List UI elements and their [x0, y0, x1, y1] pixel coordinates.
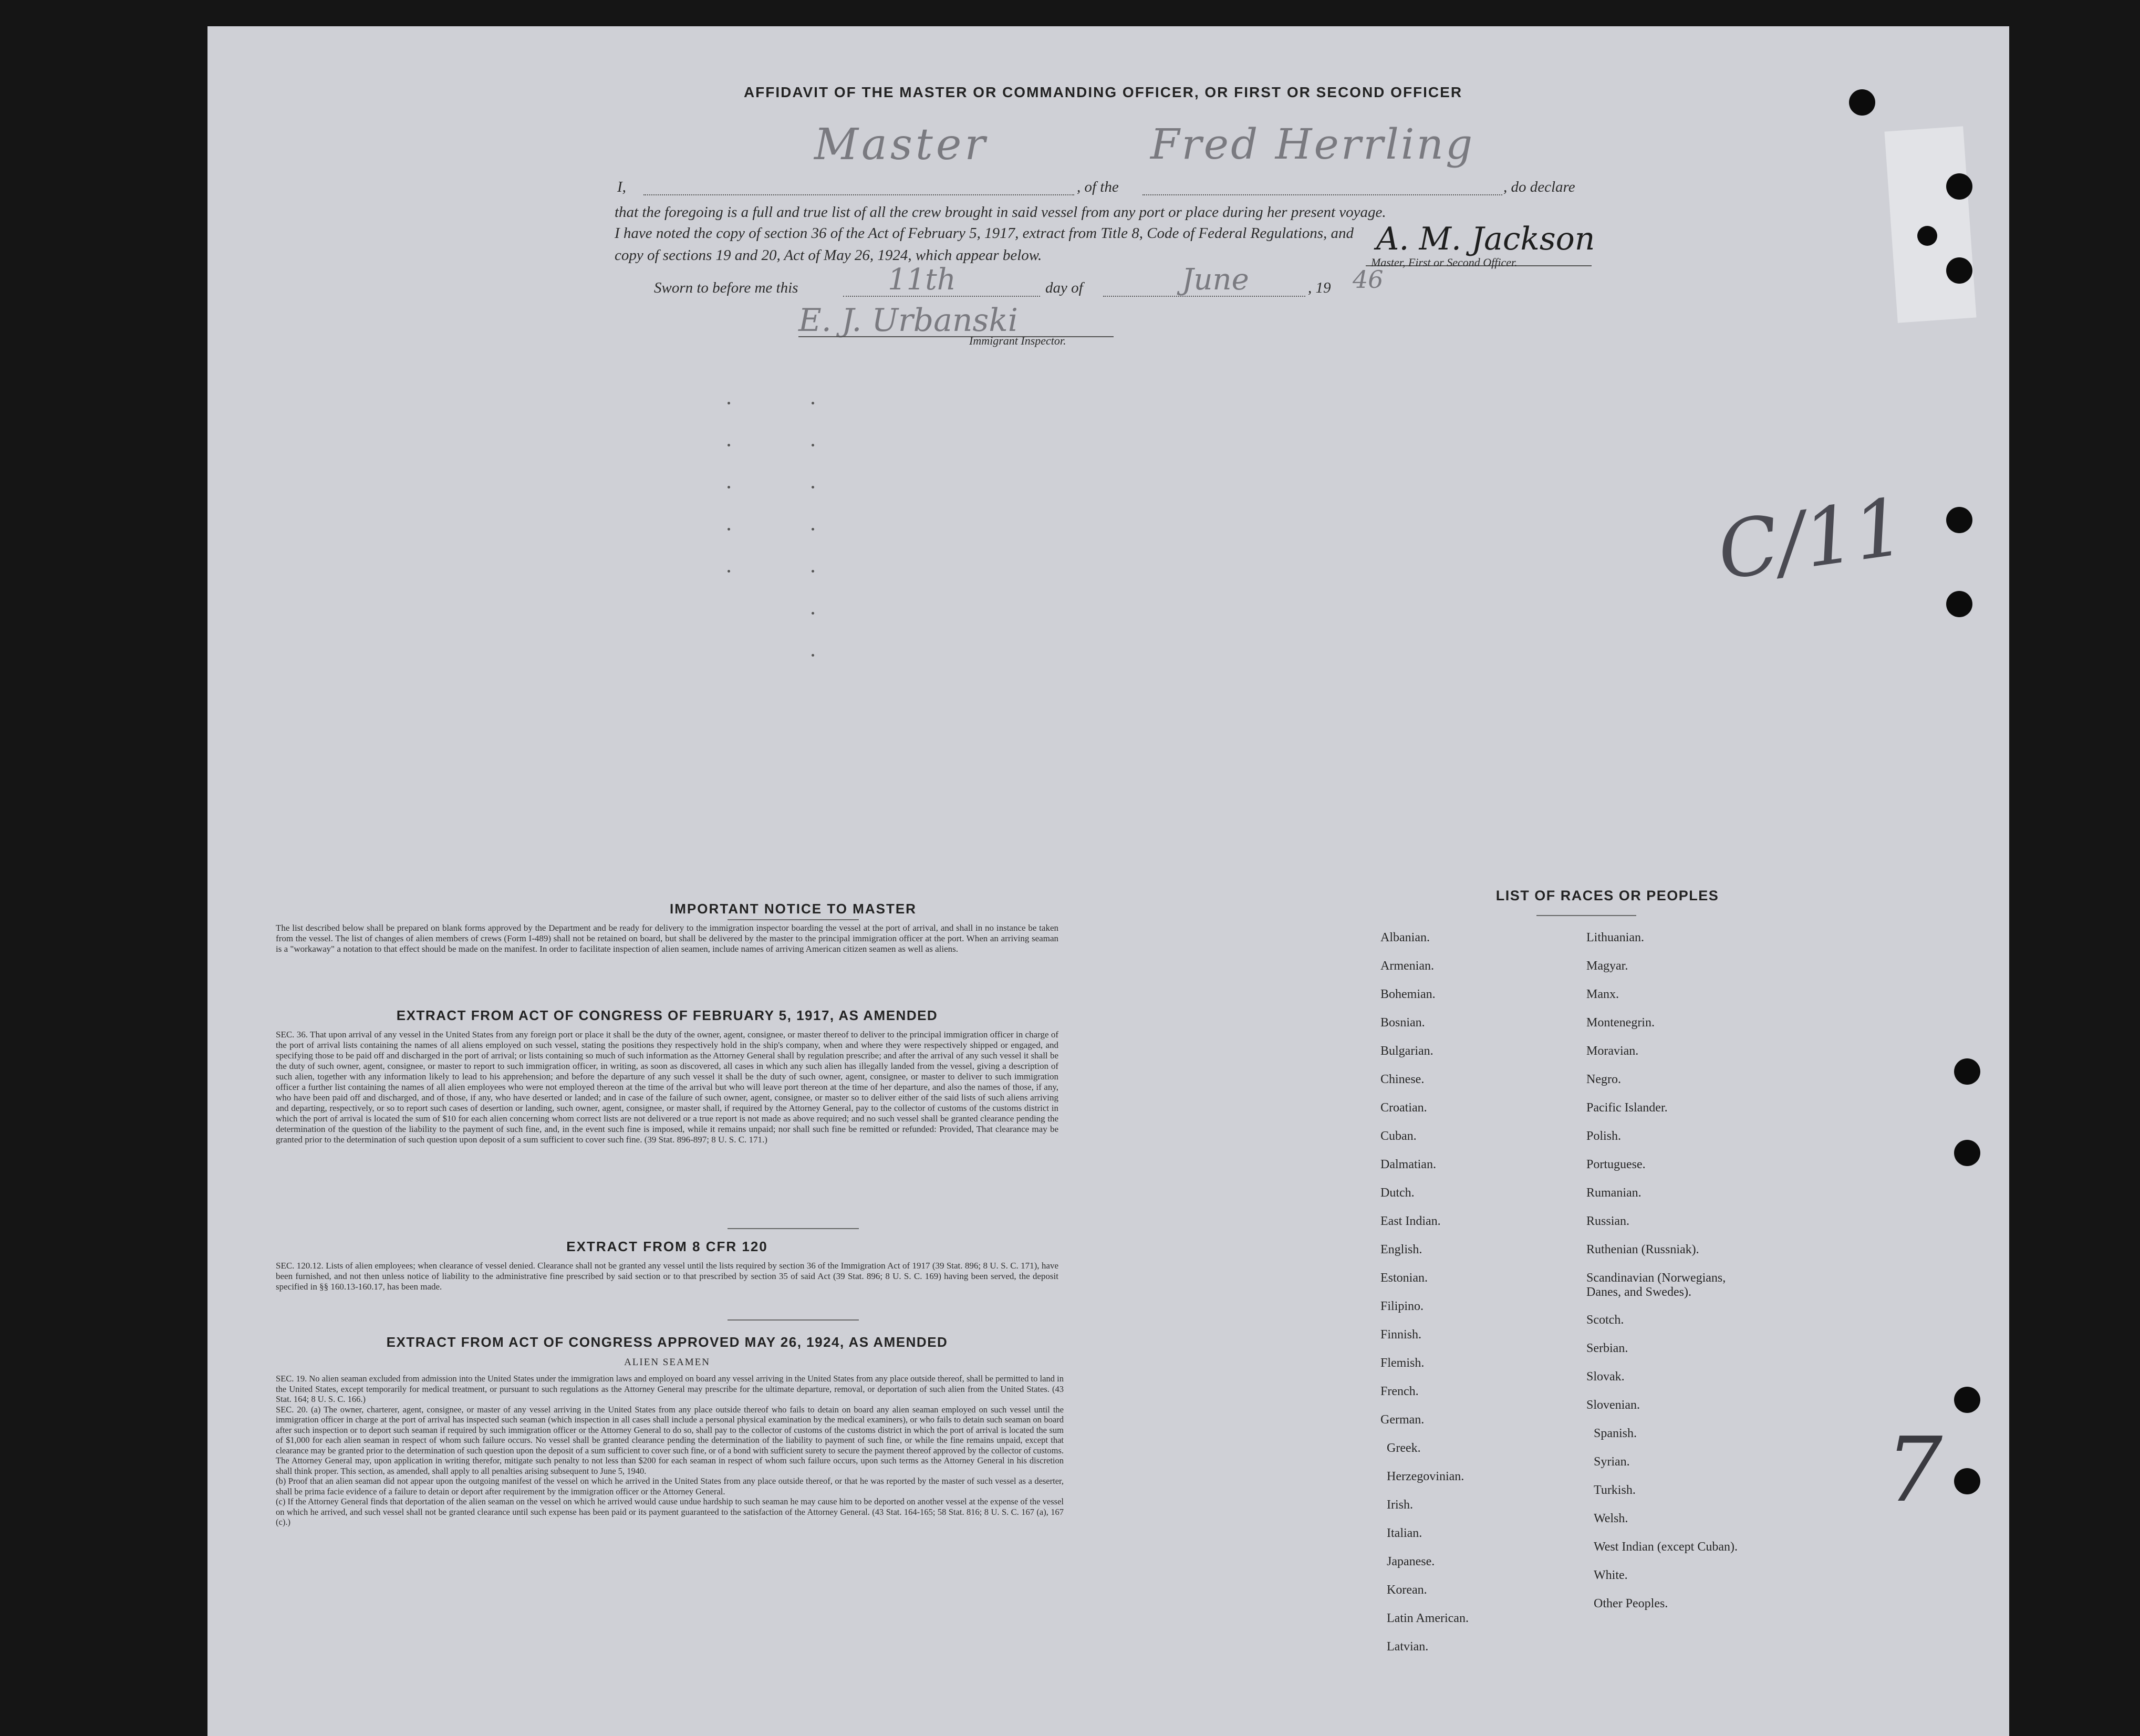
- race-item: Korean.: [1387, 1583, 1427, 1597]
- race-item: Welsh.: [1594, 1512, 1628, 1525]
- punch-hole: [1946, 591, 1972, 617]
- race-item: Albanian.: [1380, 931, 1430, 944]
- tape-patch: [1884, 126, 1976, 323]
- race-item: Cuban.: [1380, 1129, 1417, 1143]
- race-item: Syrian.: [1594, 1455, 1630, 1469]
- race-item: White.: [1594, 1568, 1628, 1582]
- affidavit-title: AFFIDAVIT OF THE MASTER OR COMMANDING OFFICER, OR FIRST OR SECOND OFFICER: [743, 84, 1463, 100]
- year-handwritten: 46: [1353, 265, 1384, 294]
- master-signature: A. M. Jackson: [1376, 221, 1595, 257]
- year-prefix: , 19: [1308, 279, 1331, 296]
- rank-handwritten: Master: [814, 120, 989, 170]
- races-title: LIST OF RACES OR PEOPLES: [1495, 888, 1719, 903]
- race-item: Armenian.: [1380, 959, 1434, 973]
- affidavit-body-line-2: I have noted the copy of section 36 of the Act of February 5, 1917, extract from Title 8, Code of Federal Regulations, and: [615, 225, 1354, 242]
- race-item: Montenegrin.: [1586, 1016, 1655, 1030]
- race-item: Pacific Islander.: [1586, 1101, 1668, 1115]
- inspector-caption: Immigrant Inspector.: [969, 334, 1066, 347]
- race-item: Flemish.: [1380, 1356, 1425, 1370]
- punch-hole: [1946, 173, 1972, 200]
- race-item: Slovak.: [1586, 1370, 1625, 1384]
- extract-1917-title: EXTRACT FROM ACT OF CONGRESS OF FEBRUARY 5, 1917, AS AMENDED: [396, 1007, 938, 1023]
- race-item: Bulgarian.: [1380, 1044, 1433, 1058]
- column-tick: [812, 402, 814, 404]
- race-item: Bohemian.: [1380, 987, 1436, 1001]
- race-item: Filipino.: [1380, 1300, 1424, 1313]
- race-item: Manx.: [1586, 987, 1619, 1001]
- race-item: Greek.: [1387, 1441, 1421, 1455]
- race-item: Latin American.: [1387, 1612, 1469, 1625]
- column-tick: [728, 486, 730, 488]
- race-item: Chinese.: [1380, 1073, 1425, 1086]
- punch-hole: [1954, 1140, 1980, 1166]
- column-tick: [812, 570, 814, 573]
- column-tick: [728, 570, 730, 573]
- race-item: Turkish.: [1594, 1483, 1636, 1497]
- race-item: Latvian.: [1387, 1640, 1429, 1654]
- column-tick: [812, 486, 814, 488]
- punch-hole: [1954, 1058, 1980, 1085]
- rank-line: [643, 194, 1074, 195]
- punch-hole: [1954, 1387, 1980, 1413]
- punch-hole: [1954, 1468, 1980, 1494]
- of-the-label: , of the: [1077, 179, 1119, 195]
- extract-cfr-title: EXTRACT FROM 8 CFR 120: [566, 1239, 768, 1254]
- race-item: Negro.: [1586, 1073, 1621, 1086]
- race-item: Finnish.: [1380, 1328, 1422, 1342]
- notice-text: The list described below shall be prepared on blank forms approved by the Department and be ready for delivery to the immigration inspector boarding the vessel at the port of arrival, and shall in no instance be taken from the vessel. The list of changes of alien members of crews (Form I-489) shall not be retained on board, but shall be delivered by the master to the principal immigration officer at the port. When an arriving seaman is a "workaway" a notation to that effect should be made on the manifest. In order to facilitate inspection of alien seamen, include names of arriving American citizen seamen as well as aliens.: [276, 923, 1058, 954]
- race-item: East Indian.: [1380, 1214, 1441, 1228]
- do-declare-label: , do declare: [1503, 179, 1575, 195]
- race-item: Irish.: [1387, 1498, 1413, 1512]
- race-item: Moravian.: [1586, 1044, 1639, 1058]
- affidavit-body-line-3: copy of sections 19 and 20, Act of May 26, 1924, which appear below.: [615, 247, 1042, 264]
- race-item: Dalmatian.: [1380, 1158, 1436, 1171]
- punch-hole: [1849, 89, 1875, 116]
- day-handwritten: 11th: [888, 263, 956, 297]
- extract-1924-subtitle: ALIEN SEAMEN: [624, 1357, 710, 1368]
- race-item: Rumanian.: [1586, 1186, 1642, 1200]
- column-tick: [728, 402, 730, 404]
- column-tick: [728, 444, 730, 446]
- race-item: Dutch.: [1380, 1186, 1415, 1200]
- inspector-line: [798, 336, 1114, 337]
- race-item: Croatian.: [1380, 1101, 1427, 1115]
- race-item: Scotch.: [1586, 1313, 1624, 1327]
- extract-1917-text: SEC. 36. That upon arrival of any vessel in the United States from any foreign port or place it shall be the duty of the owner, agent, consignee, or master thereof to deliver to the principal immigration officer in charge of the port of arrival lists containing the names of all aliens employed on such vessel, stating the positions they respectively hold in the ship's company, when and where they were respectively shipped or engaged, and specifying those to be paid off and discharged in the port of arrival; or lists containing so much of such information as the Attorney General shall by regulation prescribe; and after the arrival of any such vessel it shall be the duty of such owner, agent, consignee, or master to report to such immigration officer, in writing, as soon as discovered, all cases in which any such alien has illegally landed from the vessel, giving a description of such alien, together with any information likely to lead to his apprehension; and before the departure of any such vessel it shall be the duty of such owner, agent, consignee, or master to deliver to such immigration officer a further list containing the names of all alien employees who were not employed thereon at the time of the arrival but who will leave port thereon at the time of her departure, and also the names of those, if any, who have been paid off and discharged, and of those, if any, who have deserted or landed; and in case of the failure of such owner, agent, consignee, or master so to deliver either of the said lists of such aliens arriving and departing, respectively, or so to report such cases of desertion or landing, such owner, agent, consignee, or master shall, if required by the Attorney General, pay to the collector of customs of the customs district in which the port of arrival is located the sum of $10 for each alien concerning whom correct lists are not delivered or a true report is not made as above required; and no such vessel shall be granted clearance pending the determination of the question of the liability to the payment of such fine, and, in the event such fine is imposed, while it remains unpaid; nor shall such fine be remitted or refunded: Provided, That clearance may be granted prior to the determination of such question upon deposit of a sum sufficient to cover such fine. (39 Stat. 896-897; 8 U. S. C. 171.): [276, 1030, 1058, 1145]
- alien-rule-top: [728, 1319, 859, 1321]
- cfr-rule-top: [728, 1228, 859, 1229]
- punch-hole: [1946, 257, 1972, 284]
- race-item: Herzegovinian.: [1387, 1470, 1464, 1483]
- race-item: Portuguese.: [1586, 1158, 1646, 1171]
- sworn-label: Sworn to before me this: [654, 279, 798, 296]
- race-item: English.: [1380, 1243, 1422, 1256]
- race-item: Russian.: [1586, 1214, 1630, 1228]
- month-handwritten: June: [1182, 263, 1249, 297]
- affidavit-i-label: I,: [617, 179, 626, 195]
- race-item: Slovenian.: [1586, 1398, 1640, 1412]
- race-item: French.: [1380, 1385, 1419, 1398]
- master-caption: Master, First or Second Officer.: [1371, 256, 1518, 269]
- race-item: Estonian.: [1380, 1271, 1428, 1285]
- race-item: Polish.: [1586, 1129, 1622, 1143]
- vessel-line: [1142, 194, 1502, 195]
- race-item: Lithuanian.: [1586, 931, 1644, 944]
- column-tick: [812, 444, 814, 446]
- day-of-label: day of: [1045, 279, 1083, 296]
- affidavit-body-line-1: that the foregoing is a full and true list of all the crew brought in said vessel from any port or place during her present voyage.: [615, 204, 1386, 221]
- race-item: German.: [1380, 1413, 1425, 1427]
- race-item: West Indian (except Cuban).: [1594, 1540, 1738, 1554]
- race-item: Italian.: [1387, 1526, 1422, 1540]
- extract-1924-text: SEC. 19. No alien seaman excluded from admission into the United States under the immigration laws and employed on board any vessel arriving in the United States from any place outside thereof, shall be permitted to land in the United States, except temporarily for medical treatment, or pursuant to such regulations as the Attorney General may prescribe for the ultimate departure, removal, or deportation of such alien from the United States. (43 Stat. 164; 8 U. S. C. 166.) SEC. 20. (a) The owner, charterer, agent, consignee, or master of any vessel arriving in the United States from any place outside thereof who fails to detain on board any alien seaman employed on such vessel until the immigration officer in charge at the port of arrival has inspected such seaman (which inspection in all cases shall include a personal physical examination by the medical examiners), or who fails to detain such seaman on board after such inspection or to deport such seaman if required by such immigration officer or the Attorney General to do so, shall pay to the collector of customs of the customs district in which the port of arrival is located the sum of $1,000 for each alien seaman in respect of whom such failure occurs. No vessel shall be granted clearance pending the determination of the liability to payment of such fine, or while the fine remains unpaid, except that clearance may be granted prior to the determination of such question upon the deposit of a sum sufficient to cover such fine, or of a bond with sufficient surety to secure the payment thereof approved by the collector of customs. The Attorney General may, upon application in writing therefor, mitigate such penalty to not less than $200 for each seaman in respect of whom such failure occurs, upon such terms as the Attorney General in his discretion shall think proper. This section, as amended, shall apply to all penalties arising subsequent to June 5, 1940. (b) Proof that an alien seaman did not appear upon the outgoing manifest of the vessel on which he arrived in the United States from any place outside thereof, or that he was reported by the master of such vessel as a deserter, shall be prima facie evidence of a failure to detain or deport after requirement by the immigration officer or the Attorney General. (c) If the Attorney General finds that deportation of the alien seaman on the vessel on which he arrived would cause undue hardship to such seaman he may cause him to be deported on another vessel at the expense of the vessel on which he arrived, and such vessel shall not be granted clearance until such expense has been paid or its payment guaranteed to the satisfaction of the Attorney General. (43 Stat. 164-165; 58 Stat. 816; 8 U. S. C. 167 (a), 167 (c).): [276, 1374, 1064, 1527]
- race-item: Ruthenian (Russniak).: [1586, 1243, 1699, 1256]
- race-item: Spanish.: [1594, 1427, 1637, 1440]
- race-item: Scandinavian (Norwegians, Danes, and Swedes).: [1586, 1271, 1726, 1299]
- race-item: Serbian.: [1586, 1342, 1628, 1355]
- inspector-signature: E. J. Urbanski: [798, 302, 1018, 339]
- vessel-handwritten: Fred Herrling: [1150, 120, 1475, 169]
- race-item: Other Peoples.: [1594, 1597, 1668, 1610]
- margin-note: C/11: [1712, 481, 1910, 598]
- race-item: Japanese.: [1387, 1555, 1435, 1568]
- extract-1924-title: EXTRACT FROM ACT OF CONGRESS APPROVED MAY 26, 1924, AS AMENDED: [386, 1334, 948, 1350]
- column-tick: [812, 528, 814, 531]
- races-rule: [1536, 915, 1636, 916]
- punch-hole: [1946, 507, 1972, 533]
- punch-hole: [1917, 226, 1937, 246]
- column-tick: [812, 612, 814, 615]
- notice-rule: [728, 919, 859, 920]
- extract-cfr-text: SEC. 120.12. Lists of alien employees; when clearance of vessel denied. Clearance shall not be granted any vessel until the lists required by section 36 of the Immigration Act of 1917 (39 Stat. 896; 8 U. S. C. 171), have been furnished, and not then unless notice of liability to the administrative fine prescribed by said section or to that prescribed by section 35 of said Act (39 Stat. 896; 8 U. S. C. 169) having been served, the deposit specified in §§ 160.13-160.17, has been made.: [276, 1261, 1058, 1292]
- race-item: Magyar.: [1586, 959, 1628, 973]
- margin-mark: 7: [1886, 1418, 1943, 1522]
- column-tick: [812, 654, 814, 657]
- race-item: Bosnian.: [1380, 1016, 1425, 1030]
- notice-title: IMPORTANT NOTICE TO MASTER: [670, 901, 917, 917]
- column-tick: [728, 528, 730, 531]
